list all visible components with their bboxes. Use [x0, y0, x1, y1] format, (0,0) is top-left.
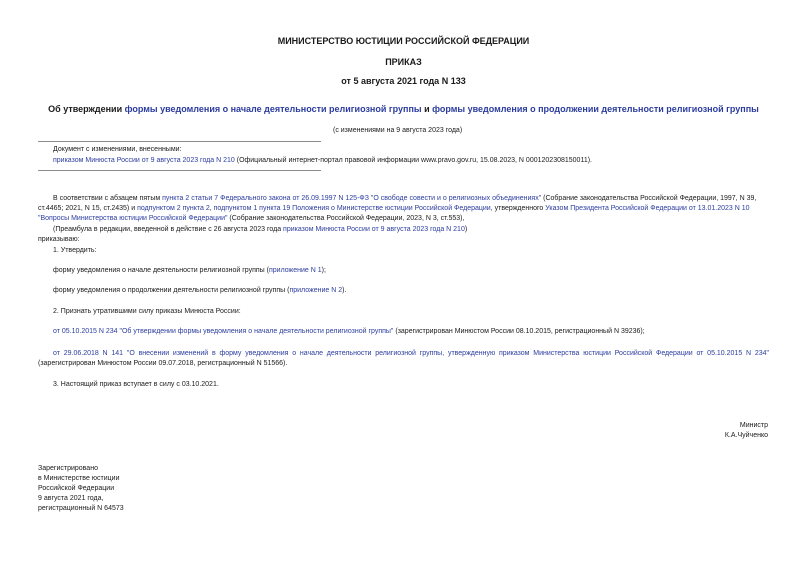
appendix-2-link[interactable]: приложение N 2: [289, 287, 343, 294]
doc-title: [0, 104, 807, 114]
item-1: 1. Утвердить:: [53, 247, 97, 254]
registration-line: в Министерстве юстиции: [38, 475, 120, 482]
ministry-heading: МИНИСТЕРСТВО ЮСТИЦИИ РОССИЙСКОЙ ФЕДЕРАЦИИ: [277, 36, 530, 46]
title-prefix: Об утверждении: [48, 104, 125, 114]
item-3: 3. Настоящий приказ вступает в силу с 03.10.2021.: [53, 381, 219, 388]
signature-name: К.А.Чуйченко: [724, 432, 768, 439]
item-2a: [53, 327, 773, 337]
preamble-link-federal-law[interactable]: пункта 2 статьи 7 Федерального закона от 26.09.1997 N 125-ФЗ "О свободе совести и о религиозных объединениях": [162, 195, 542, 202]
title-middle: и: [421, 104, 433, 114]
registration-block: [38, 464, 124, 514]
item-text: );: [321, 267, 326, 274]
signature-block: [600, 421, 768, 441]
item-text: ).: [342, 287, 347, 294]
registration-number: регистрационный N 64573: [38, 505, 124, 512]
changes-box-bottom-rule: [38, 170, 321, 171]
preamble-text: ,: [209, 205, 214, 212]
title-link-start-form[interactable]: формы уведомления о начале деятельности религиозной группы: [124, 104, 422, 114]
item-text: (зарегистрирован Минюстом России 09.07.2018, регистрационный N 51566).: [38, 360, 288, 367]
item-2: 2. Признать утратившими силу приказы Минюста России:: [53, 308, 241, 315]
item-2b: [38, 349, 769, 369]
order-word: приказываю:: [38, 236, 80, 243]
changes-box-link[interactable]: приказом Минюста России от 9 августа 2023 года N 210: [53, 157, 235, 164]
preamble-link-subpoint-2[interactable]: подпунктом 2 пункта 2: [137, 205, 210, 212]
title-link-continue-form[interactable]: формы уведомления о продолжении деятельности религиозной группы: [432, 104, 759, 114]
preamble-text: В соответствии с абзацем пятым: [53, 195, 163, 202]
preamble-link-decree[interactable]: Указом Президента Российской Федерации от 13.01.2023 N 10 "Вопросы Министерства юстиции Российской Федерации": [38, 205, 750, 222]
changes-box-heading: Документ с изменениями, внесенными:: [53, 146, 182, 153]
registration-line: 9 августа 2021 года,: [38, 495, 104, 502]
item-1a: [53, 266, 326, 276]
registration-line: Российской Федерации: [38, 485, 115, 492]
signature-role: Министр: [739, 422, 768, 429]
item-text: форму уведомления о начале деятельности религиозной группы (: [53, 267, 269, 274]
repealed-order-234-link[interactable]: от 05.10.2015 N 234 "Об утверждении формы уведомления о начале деятельности религиозной группы": [53, 328, 394, 335]
preamble-text: , утвержденного: [490, 205, 546, 212]
edition-text: (Преамбула в редакции, введенной в действие с 26 августа 2023 года: [53, 226, 284, 233]
item-1b: [53, 286, 346, 296]
appendix-1-link[interactable]: приложение N 1: [268, 267, 322, 274]
repealed-order-141-link[interactable]: от 29.06.2018 N 141 "О внесении изменений в форму уведомления о начале деятельности религиозной группы, утвержденную приказом Министерства юстиции Российской Федерации от 05.10.2015 N 234": [53, 350, 769, 357]
preamble-text: (Собрание законодательства Российской Федерации, 1997, N 39, ст.4465; 2021, N 15, ст.2435) и: [38, 195, 757, 212]
preamble-edition-note: [53, 225, 467, 235]
doc-date-number: от 5 августа 2021 года N 133: [341, 76, 466, 86]
preamble-text: (Собрание законодательства Российской Федерации, 2023, N 3, ст.553),: [227, 215, 465, 222]
revision-note: (с изменениями на 9 августа 2023 года): [333, 127, 463, 134]
edition-text: ): [464, 226, 468, 233]
changes-box-top-rule: [38, 141, 321, 142]
doc-type-heading: ПРИКАЗ: [385, 57, 422, 67]
item-text: форму уведомления о продолжении деятельности религиозной группы (: [53, 287, 290, 294]
preamble-paragraph: [38, 194, 776, 224]
item-text: (зарегистрирован Минюстом России 08.10.2015, регистрационный N 39236);: [393, 328, 645, 335]
preamble-link-regulation[interactable]: подпунктом 1 пункта 19 Положения о Министерстве юстиции Российской Федерации: [213, 205, 491, 212]
changes-box-rest: (Официальный интернет-портал правовой информации www.pravo.gov.ru, 15.08.2023, N 0001202308150011).: [234, 157, 592, 164]
changes-box-body: [53, 156, 793, 166]
edition-link[interactable]: приказом Минюста России от 9 августа 2023 года N 210: [283, 226, 465, 233]
registration-line: Зарегистрировано: [38, 465, 98, 472]
